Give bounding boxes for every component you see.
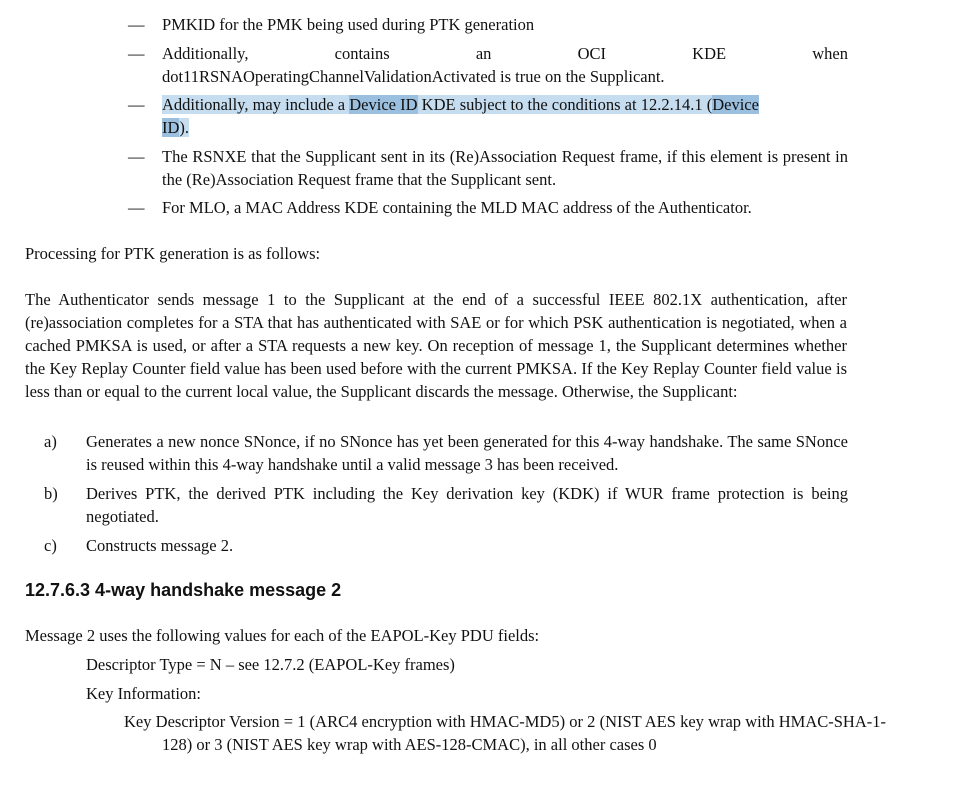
dash-marker: — (128, 15, 145, 34)
bullet-text: PMKID for the PMK being used during PTK generation (162, 15, 535, 34)
list-marker: b) (44, 484, 58, 503)
bullet-oci-line2: dot11RSNAOperatingChannelValidationActivated is true on the Supplicant. (162, 67, 665, 86)
step-text: Generates a new nonce SNonce, if no SNonce has yet been generated for this 4-way handshake. The same SNonce is reused within this 4-way handshake until a valid message 3 has been received. (86, 432, 848, 474)
word: an (475, 44, 492, 63)
word: KDE (692, 44, 727, 63)
processing-intro: Processing for PTK generation is as follows: (25, 244, 321, 263)
dash-marker: — (128, 147, 145, 166)
list-marker: a) (44, 432, 57, 451)
authenticator-paragraph: The Authenticator sends message 1 to the Supplicant at the end of a successful IEEE 802.1X authentication, after (re)association completes for a STA that has authenticated with SAE or for which PSK authentication is negotiated, when a cached PMKSA is used, or after a STA requests a new key. On reception of message 1, the Supplicant determines whether the Key Replay Counter field value has been used before with the current PMKSA. If the Key Replay Counter field value is less than or equal to the current local value, the Supplicant discards the message. Otherwise, the Supplicant: (25, 290, 847, 401)
key-information-label: Key Information: (86, 684, 202, 703)
word: OCI (577, 44, 606, 63)
section-heading: 12.7.6.3 4-way handshake message 2 (25, 580, 342, 600)
step-text: Derives PTK, the derived PTK including the Key derivation key (KDK) if WUR frame protection is being negotiated. (86, 484, 848, 526)
list-marker: c) (44, 536, 57, 555)
key-descriptor-version: Key Descriptor Version = 1 (ARC4 encryption with HMAC-MD5) or 2 (NIST AES key wrap with HMAC-SHA-1-128) or 3 (NIST AES key wrap with AES-128-CMAC), in all other cases 0 (124, 712, 886, 754)
bullet-text: The RSNXE that the Supplicant sent in its (Re)Association Request frame, if this element is present in the (Re)Association Request frame that the Supplicant sent. (162, 147, 848, 189)
word: Additionally, (162, 44, 249, 63)
descriptor-type: Descriptor Type = N – see 12.7.2 (EAPOL-Key frames) (86, 655, 455, 674)
word: contains (334, 44, 390, 63)
selected-text-line2[interactable]: ID). (162, 118, 190, 137)
word: when (812, 44, 848, 63)
step-text: Constructs message 2. (86, 536, 234, 555)
message2-intro: Message 2 uses the following values for each of the EAPOL-Key PDU fields: (25, 626, 540, 645)
bullet-oci-line1 (162, 42, 848, 65)
dash-marker: — (128, 44, 145, 63)
dash-marker: — (128, 95, 145, 114)
selected-text-line1[interactable]: Additionally, may include a Device ID KDE subject to the conditions at 12.2.14.1 (Device (162, 95, 759, 114)
dash-marker: — (128, 198, 145, 217)
bullet-text: For MLO, a MAC Address KDE containing the MLD MAC address of the Authenticator. (162, 198, 752, 217)
